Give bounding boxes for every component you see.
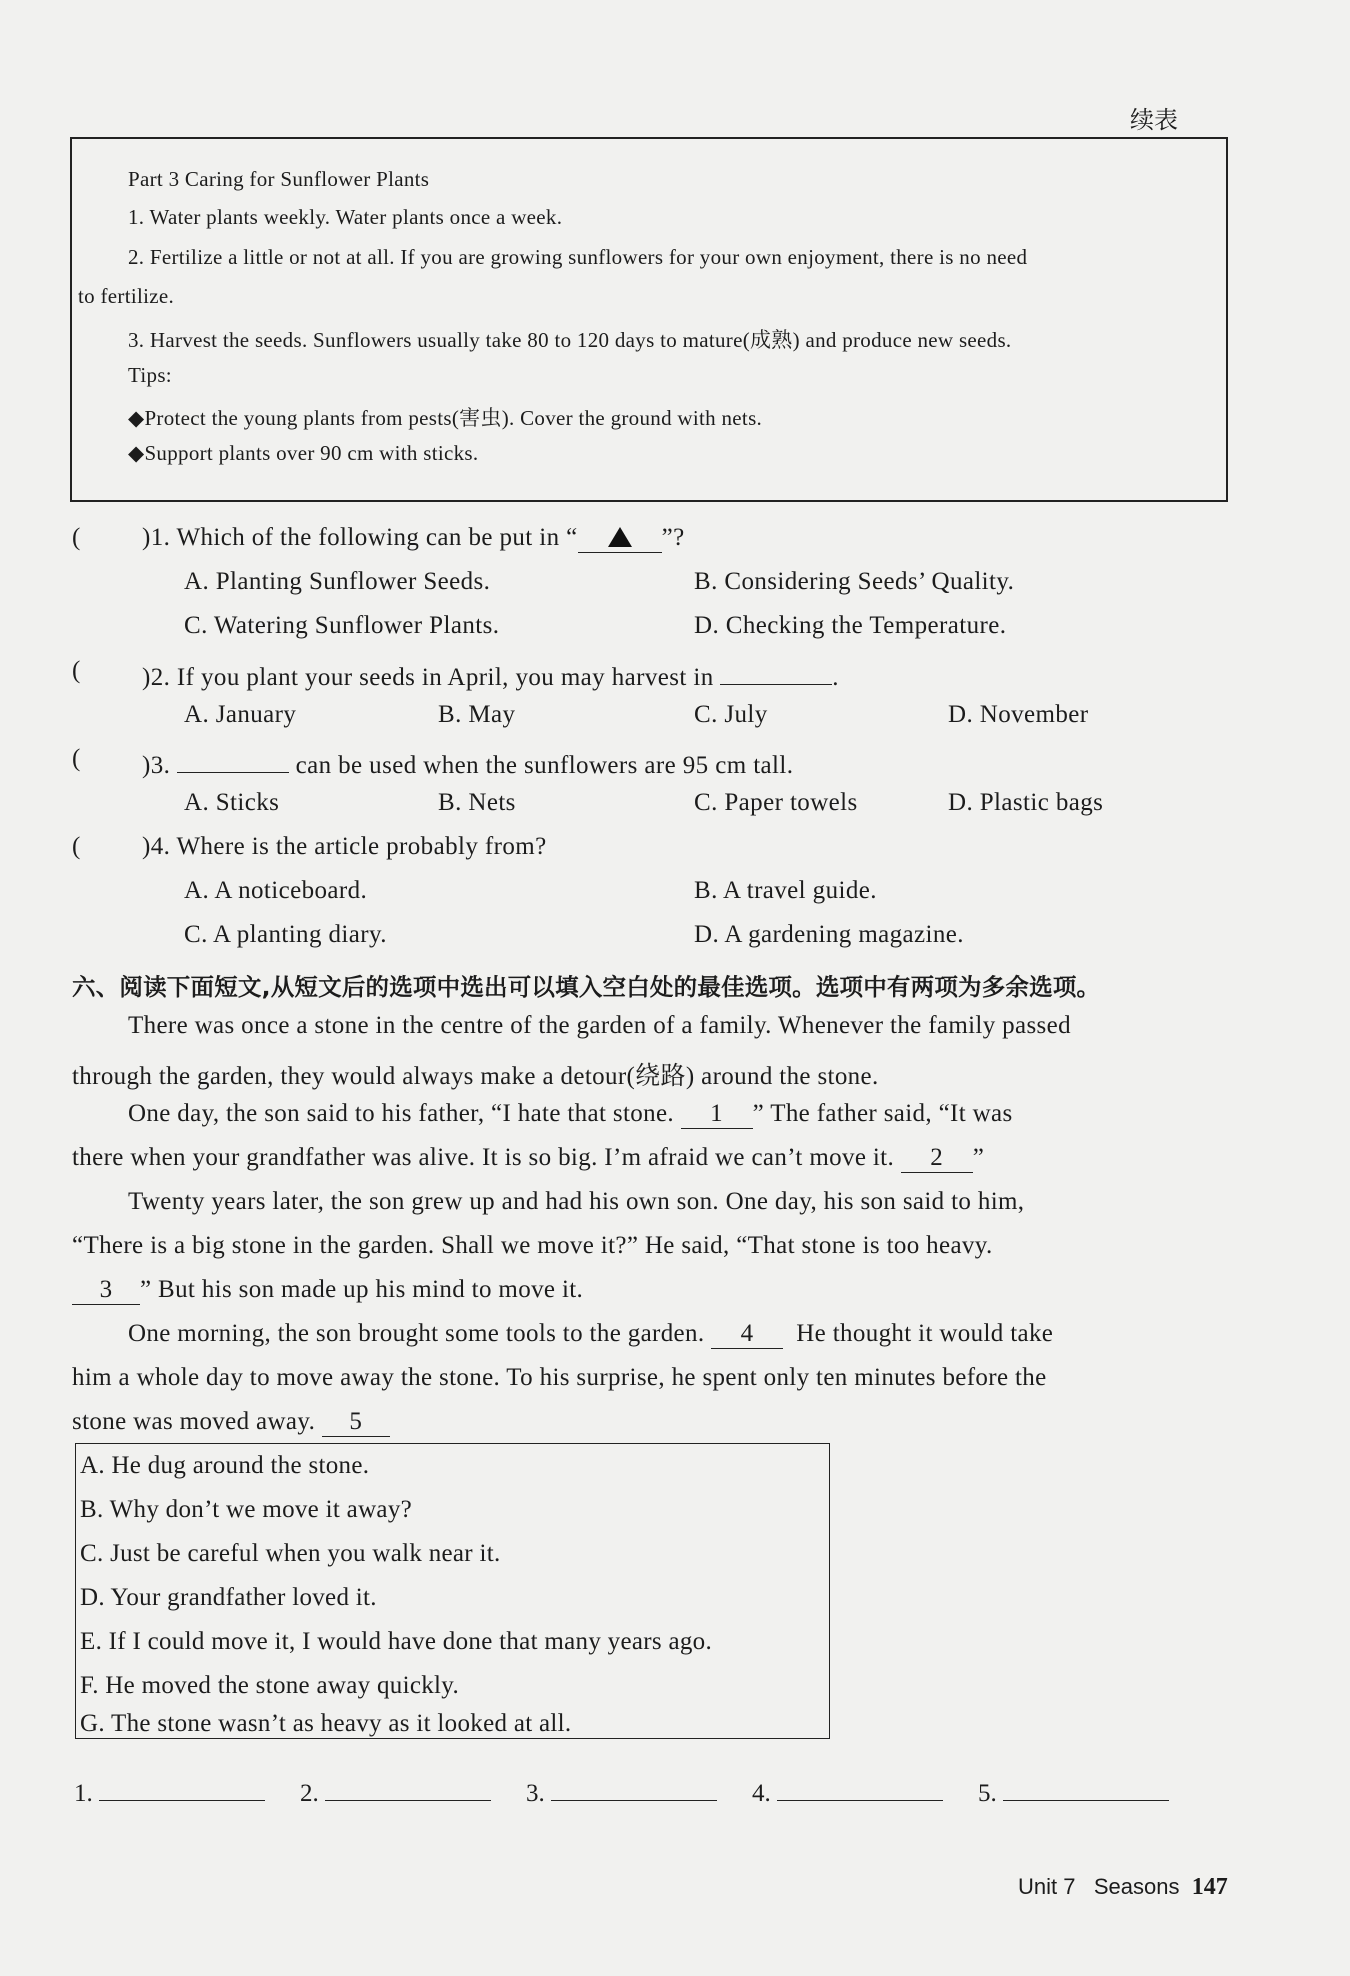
- answer-label-4: 4.: [752, 1780, 771, 1807]
- passage-p4-text-c: stone was moved away.: [72, 1408, 316, 1435]
- passage-p4-line3: [72, 1408, 390, 1437]
- answer-slot-2[interactable]: [300, 1778, 491, 1808]
- choices-box: [75, 1443, 830, 1739]
- choice-a: A. He dug around the stone.: [80, 1452, 370, 1479]
- question-2-blank[interactable]: [720, 657, 832, 685]
- choice-e: E. If I could move it, I would have done that many years ago.: [80, 1628, 713, 1655]
- passage-p4-text-b: He thought it would take: [796, 1320, 1054, 1347]
- choice-d: D. Your grandfather loved it.: [80, 1584, 377, 1611]
- q1-option-c[interactable]: C. Watering Sunflower Plants.: [184, 612, 500, 639]
- q3-option-c[interactable]: C. Paper towels: [694, 789, 858, 816]
- passage-p1-line2: through the garden, they would always make a detour(绕路) around the stone.: [72, 1063, 879, 1090]
- passage-p3-text: ” But his son made up his mind to move it.: [140, 1276, 584, 1303]
- passage-p4-text-a: One morning, the son brought some tools to the garden.: [128, 1320, 705, 1347]
- passage-p1-line1: There was once a stone in the centre of the garden of a family. Whenever the family passed: [128, 1012, 1071, 1039]
- box-tips-label: Tips:: [128, 363, 172, 387]
- box-line-3: 3. Harvest the seeds. Sunflowers usually take 80 to 120 days to mature(成熟) and produce new seeds.: [128, 328, 1012, 352]
- question-1-stem-end: ”?: [661, 524, 685, 551]
- q1-option-b[interactable]: B. Considering Seeds’ Quality.: [694, 568, 1015, 595]
- question-3-stem-end: can be used when the sunflowers are 95 cm tall.: [295, 752, 794, 779]
- footer-unit-title: Seasons: [1093, 1874, 1180, 1899]
- passage-p2-text-d: ”: [972, 1144, 985, 1171]
- question-1: [142, 524, 685, 553]
- page-number: 147: [1191, 1874, 1228, 1900]
- question-2: [142, 657, 839, 692]
- q2-option-c[interactable]: C. July: [694, 701, 768, 728]
- answer-line-3[interactable]: [551, 1778, 717, 1801]
- passage-p4-line2: him a whole day to move away the stone. To his surprise, he spent only ten minutes before the: [72, 1364, 1047, 1391]
- box-tip-1: ◆Protect the young plants from pests(害虫). Cover the ground with nets.: [128, 406, 763, 430]
- answer-paren-2: (: [72, 657, 81, 684]
- q1-option-d[interactable]: D. Checking the Temperature.: [694, 612, 1007, 639]
- passage-p3-line1: Twenty years later, the son grew up and had his own son. One day, his son said to him,: [128, 1188, 1025, 1215]
- blank-4[interactable]: 4: [711, 1321, 783, 1349]
- question-2-stem: )2. If you plant your seeds in April, you may harvest in: [142, 664, 714, 691]
- answer-line-2[interactable]: [325, 1778, 491, 1801]
- answer-slot-4[interactable]: [752, 1778, 943, 1808]
- q2-option-a[interactable]: A. January: [184, 701, 297, 728]
- answer-line-4[interactable]: [777, 1778, 943, 1801]
- q4-option-c[interactable]: C. A planting diary.: [184, 921, 387, 948]
- blank-3[interactable]: 3: [72, 1277, 140, 1305]
- reading-text-box: [70, 137, 1228, 502]
- triangle-icon: [608, 527, 632, 547]
- box-tip-2: ◆Support plants over 90 cm with sticks.: [128, 441, 479, 465]
- footer-unit: Unit 7: [1018, 1874, 1076, 1899]
- box-line-2a: 2. Fertilize a little or not at all. If you are growing sunflowers for your own enjoyment, there is no need: [128, 245, 1028, 269]
- page-footer: [1018, 1874, 1228, 1901]
- box-line-2b: to fertilize.: [78, 284, 175, 308]
- section-title: 六、阅读下面短文,从短文后的选项中选出可以填入空白处的最佳选项。选项中有两项为多余选项。: [72, 973, 1101, 1001]
- question-1-stem: )1. Which of the following can be put in “: [142, 524, 578, 551]
- question-3-blank[interactable]: [177, 745, 289, 773]
- answer-label-3: 3.: [526, 1780, 545, 1807]
- answer-label-1: 1.: [74, 1780, 93, 1807]
- passage-p2-line2: [72, 1144, 984, 1173]
- blank-5[interactable]: 5: [322, 1409, 390, 1437]
- answer-line-1[interactable]: [99, 1778, 265, 1801]
- passage-p2-text-a: One day, the son said to his father, “I hate that stone.: [128, 1100, 674, 1127]
- q2-option-b[interactable]: B. May: [438, 701, 516, 728]
- passage-p3-line3: [72, 1276, 583, 1305]
- q3-option-b[interactable]: B. Nets: [438, 789, 516, 816]
- blank-1[interactable]: 1: [681, 1101, 753, 1129]
- answer-slot-1[interactable]: [74, 1778, 265, 1808]
- answer-slot-3[interactable]: [526, 1778, 717, 1808]
- q3-option-d[interactable]: D. Plastic bags: [948, 789, 1104, 816]
- answer-paren-4: (: [72, 833, 81, 860]
- answer-label-2: 2.: [300, 1780, 319, 1807]
- question-1-blank[interactable]: [578, 525, 662, 553]
- passage-p2-text-b: ” The father said, “It was: [752, 1100, 1013, 1127]
- question-3: [142, 745, 793, 780]
- q2-option-d[interactable]: D. November: [948, 701, 1089, 728]
- q4-option-d[interactable]: D. A gardening magazine.: [694, 921, 964, 948]
- answer-paren-3: (: [72, 745, 81, 772]
- question-2-stem-end: .: [832, 664, 839, 691]
- choice-f: F. He moved the stone away quickly.: [80, 1672, 460, 1699]
- box-title: Part 3 Caring for Sunflower Plants: [128, 167, 430, 191]
- answer-paren-1: (: [72, 524, 81, 551]
- box-line-1: 1. Water plants weekly. Water plants once a week.: [128, 205, 563, 229]
- q1-option-a[interactable]: A. Planting Sunflower Seeds.: [184, 568, 491, 595]
- passage-p3-line2: “There is a big stone in the garden. Shall we move it?” He said, “That stone is too heavy.: [72, 1232, 993, 1259]
- answer-slot-5[interactable]: [978, 1778, 1169, 1808]
- choice-g: G. The stone wasn’t as heavy as it looked at all.: [80, 1710, 572, 1737]
- question-3-stem: )3.: [142, 752, 171, 779]
- q4-option-b[interactable]: B. A travel guide.: [694, 877, 877, 904]
- passage-p2-text-c: there when your grandfather was alive. It is so big. I’m afraid we can’t move it.: [72, 1144, 895, 1171]
- choice-c: C. Just be careful when you walk near it.: [80, 1540, 501, 1567]
- passage-p2-line1: [128, 1100, 1013, 1129]
- question-4: )4. Where is the article probably from?: [142, 833, 547, 860]
- passage-p4-line1: [128, 1320, 1053, 1349]
- q4-option-a[interactable]: A. A noticeboard.: [184, 877, 368, 904]
- choice-b: B. Why don’t we move it away?: [80, 1496, 413, 1523]
- answer-label-5: 5.: [978, 1780, 997, 1807]
- answer-line-5[interactable]: [1003, 1778, 1169, 1801]
- q3-option-a[interactable]: A. Sticks: [184, 789, 280, 816]
- continued-label: 续表: [1130, 106, 1178, 134]
- blank-2[interactable]: 2: [901, 1145, 973, 1173]
